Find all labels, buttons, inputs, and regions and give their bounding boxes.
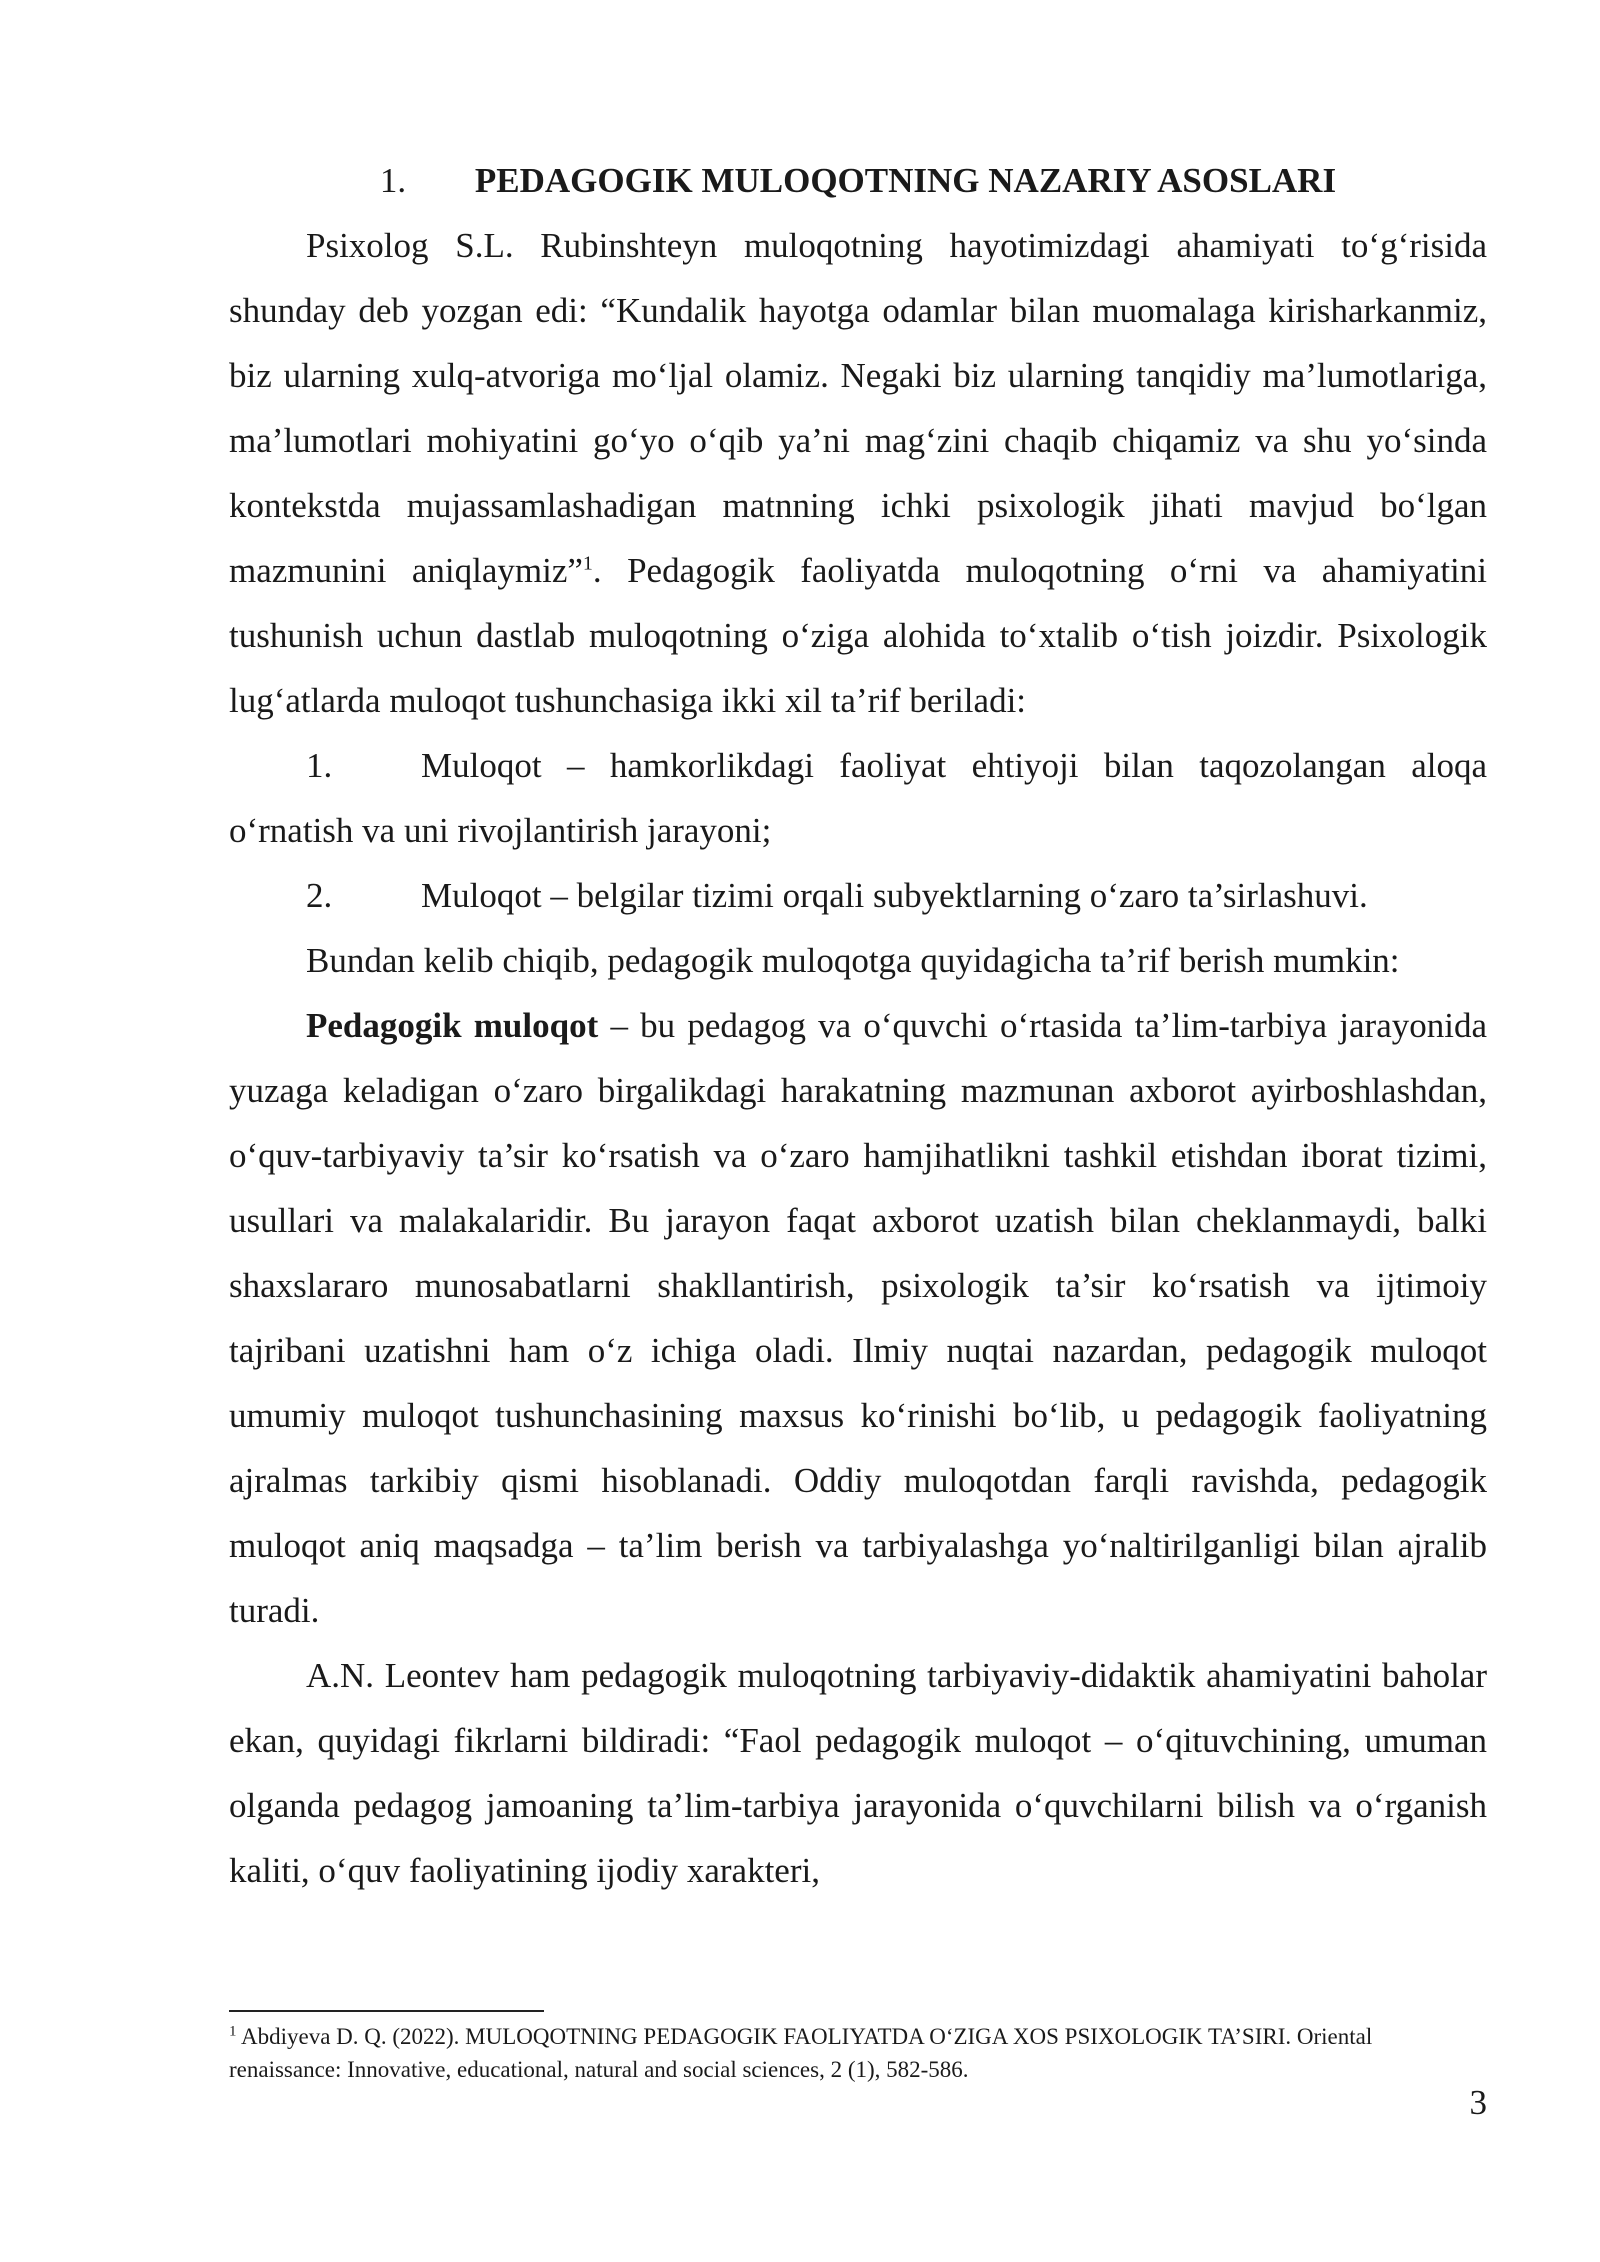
footnote-text: Abdiyeva D. Q. (2022). MULOQOTNING PEDAGOGIK FAOLIYATDA O‘ZIGA XOS PSIXOLOGIK TA’SIRI. Oriental renaissance: Innovative, educational, natural and social sciences, 2 (1), 582-586. — [229, 2024, 1373, 2082]
page-number: 3 — [1469, 2083, 1487, 2122]
section-heading — [229, 148, 1487, 213]
footnote-reference[interactable]: 1 — [582, 552, 593, 575]
footnote — [229, 2020, 1487, 2086]
list-item-text: Muloqot – belgilar tizimi orqali subyektlarning o‘zaro ta’sirlashuvi. — [421, 876, 1368, 915]
section-number: 1. — [379, 161, 407, 200]
paragraph-leontev: A.N. Leontev ham pedagogik muloqotning tarbiyaviy-didaktik ahamiyatini baholar ekan, quyidagi fikrlarni bildiradi: “Faol pedagogik muloqot – o‘qituvchining, umuman olganda pedagog jamoaning ta’lim-tarbiya jarayonida o‘quvchilarni bilish va o‘rganish kaliti, o‘quv faoliyatining ijodiy xarakteri, — [229, 1656, 1487, 1890]
paragraph-text-continued: . Pedagogik faoliyatda muloqotning o‘rni va ahamiyatini tushunish uchun dastlab muloqotning o‘ziga alohida to‘xtalib o‘tish joizdir. Psixologik lug‘atlarda muloqot tushunchasiga ikki xil ta’rif beriladi: — [229, 551, 1487, 720]
defined-term: Pedagogik muloqot — [306, 1006, 599, 1045]
paragraph-definition — [229, 993, 1487, 1643]
footnote-divider — [229, 2010, 544, 2012]
list-marker: 2. — [306, 876, 333, 915]
section-title: PEDAGOGIK MULOQOTNING NAZARIY ASOSLARI — [474, 161, 1337, 200]
list-item — [229, 863, 1487, 928]
list-item — [229, 733, 1487, 863]
footnote-marker: 1 — [229, 2023, 237, 2040]
document-page — [229, 148, 1487, 1903]
list-item-text: Muloqot – hamkorlikdagi faoliyat ehtiyoji bilan taqozolangan aloqa o‘rnatish va uni rivojlantirish jarayoni; — [229, 746, 1487, 850]
list-marker: 1. — [306, 746, 333, 785]
definition-text: – bu pedagog va o‘quvchi o‘rtasida ta’lim-tarbiya jarayonida yuzaga keladigan o‘zaro birgalikdagi harakatning mazmunan axborot ayirboshlashdan, o‘quv-tarbiyaviy ta’sir ko‘rsatish va o‘zaro hamjihatlikni tashkil etishdan iborat tizimi, usullari va malakalaridir. Bu jarayon faqat axborot uzatish bilan cheklanmaydi, balki shaxslararo munosabatlarni shakllantirish, psixologik ta’sir ko‘rsatish va ijtimoiy tajribani uzatishni ham o‘z ichiga oladi. Ilmiy nuqtai nazardan, pedagogik muloqot umumiy muloqot tushunchasining maxsus ko‘rinishi bo‘lib, u pedagogik faoliyatning ajralmas tarkibiy qismi hisoblanadi. Oddiy muloqotdan farqli ravishda, pedagogik muloqot aniq maqsadga – ta’lim berish va tarbiyalashga yo‘naltirilganligi bilan ajralib turadi. — [229, 1006, 1487, 1630]
paragraph-text: Psixolog S.L. Rubinshteyn muloqotning hayotimizdagi ahamiyati to‘g‘risida shunday deb yozgan edi: “Kundalik hayotga odamlar bilan muomalaga kirisharkanmiz, biz ularning xulq-atvoriga mo‘ljal olamiz. Negaki biz ularning tanqidiy ma’lumotlariga, ma’lumotlari mohiyatini go‘yo o‘qib ya’ni mag‘zini chaqib chiqamiz va shu yo‘sinda kontekstda mujassamlashadigan matnning ichki psixologik jihati mavjud bo‘lgan mazmunini aniqlaymiz” — [229, 226, 1487, 590]
paragraph-rubinshteyn — [229, 213, 1487, 733]
paragraph-definition-intro: Bundan kelib chiqib, pedagogik muloqotga quyidagicha ta’rif berish mumkin: — [306, 941, 1400, 980]
